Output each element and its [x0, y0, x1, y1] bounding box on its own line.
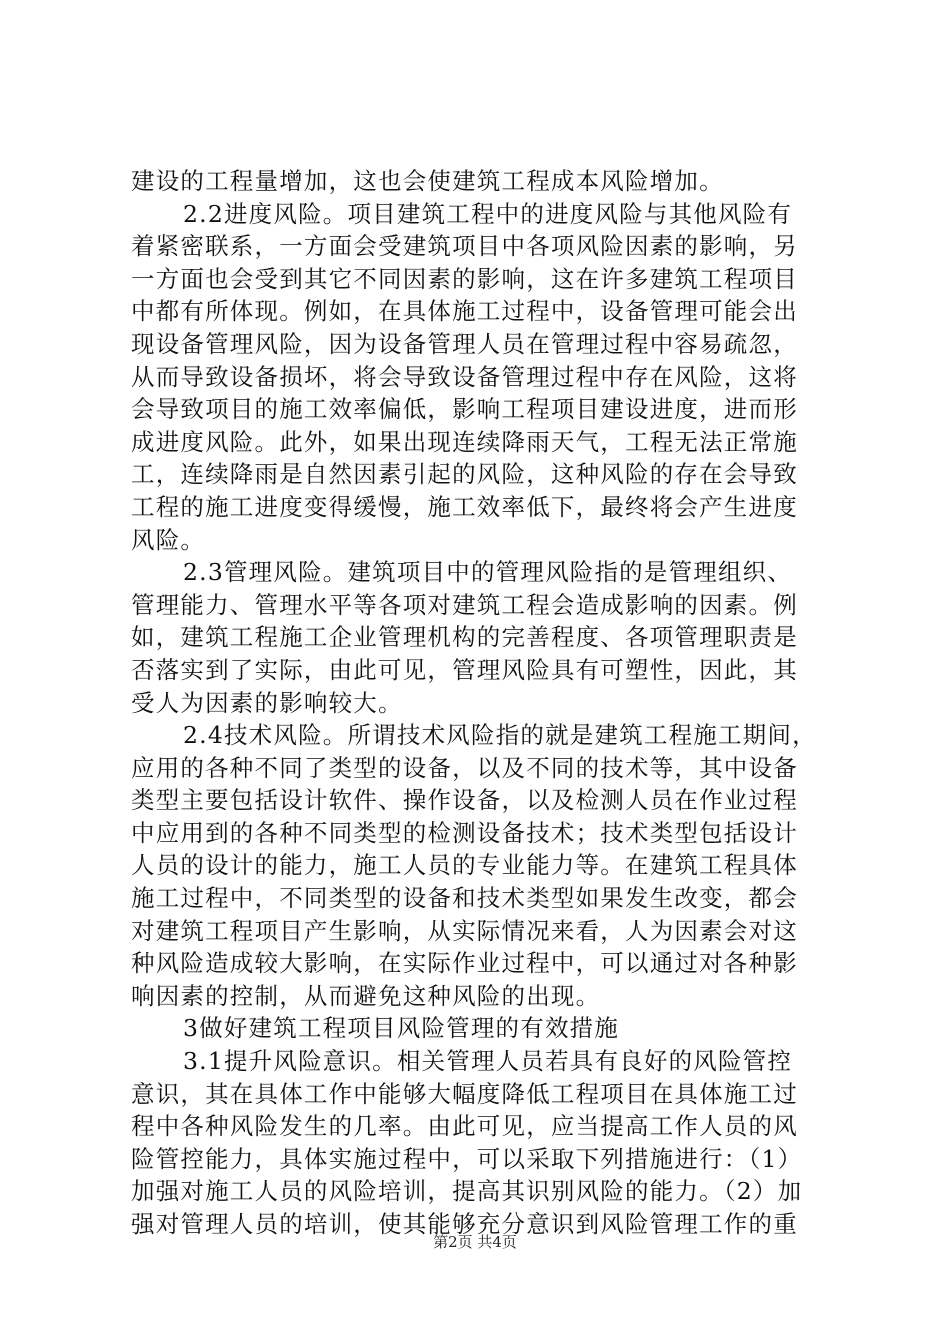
text-line: 工，连续降雨是自然因素引起的风险，这种风险的存在会导致	[131, 460, 798, 489]
text-line: 2.4技术风险。所谓技术风险指的就是建筑工程施工期间，	[183, 721, 817, 750]
text-line: 风险。	[131, 525, 206, 554]
text-line: 种风险造成较大影响，在实际作业过程中，可以通过对各种影	[131, 949, 798, 978]
text-line: 工程的施工进度变得缓慢，施工效率低下，最终将会产生进度	[131, 492, 798, 521]
text-line: 中应用到的各种不同类型的检测设备技术；技术类型包括设计	[131, 818, 798, 847]
text-line: 中都有所体现。例如，在具体施工过程中，设备管理可能会出	[131, 297, 798, 326]
text-line: 会导致项目的施工效率偏低，影响工程项目建设进度，进而形	[131, 395, 798, 424]
text-line: 一方面也会受到其它不同因素的影响，这在许多建筑工程项目	[131, 264, 798, 293]
text-line: 着紧密联系，一方面会受建筑项目中各项风险因素的影响，另	[131, 232, 798, 261]
text-line: 程中各种风险发生的几率。由此可见，应当提高工作人员的风	[131, 1112, 798, 1141]
text-line: 强对管理人员的培训，使其能够充分意识到风险管理工作的重	[131, 1210, 798, 1238]
text-line: 否落实到了实际，由此可见，管理风险具有可塑性，因此，其	[131, 655, 798, 684]
text-line: 2.2进度风险。项目建筑工程中的进度风险与其他风险有	[183, 199, 793, 228]
text-line: 加强对施工人员的风险培训，提高其识别风险的能力。（2）加	[131, 1177, 803, 1206]
text-line: 险管控能力，具体实施过程中，可以采取下列措施进行：（1）	[131, 1144, 803, 1173]
text-line: 受人为因素的影响较大。	[131, 688, 403, 717]
text-line: 从而导致设备损坏，将会导致设备管理过程中存在风险，这将	[131, 362, 798, 391]
text-line: 3做好建筑工程项目风险管理的有效措施	[183, 1014, 620, 1043]
text-line: 类型主要包括设计软件、操作设备，以及检测人员在作业过程	[131, 786, 798, 815]
text-line: 管理能力、管理水平等各项对建筑工程会造成影响的因素。例	[131, 590, 798, 619]
text-line: 施工过程中，不同类型的设备和技术类型如果发生改变，都会	[131, 884, 798, 913]
text-line: 如，建筑工程施工企业管理机构的完善程度、各项管理职责是	[131, 623, 798, 652]
text-line: 对建筑工程项目产生影响，从实际情况来看，人为因素会对这	[131, 916, 798, 945]
text-line: 成进度风险。此外，如果出现连续降雨天气，工程无法正常施	[131, 427, 798, 456]
page-footer: 第2页 共4页	[433, 1233, 517, 1251]
text-line: 2.3管理风险。建筑项目中的管理风险指的是管理组织、	[183, 558, 793, 587]
text-line: 应用的各种不同了类型的设备，以及不同的技术等，其中设备	[131, 753, 798, 782]
text-line: 建设的工程量增加，这也会使建筑工程成本风险增加。	[131, 167, 724, 195]
text-line: 3.1提升风险意识。相关管理人员若具有良好的风险管控	[183, 1047, 793, 1076]
text-line: 人员的设计的能力，施工人员的专业能力等。在建筑工程具体	[131, 851, 798, 880]
text-line: 响因素的控制，从而避免这种风险的出现。	[131, 981, 601, 1010]
body-text	[131, 165, 841, 1241]
text-line: 意识，其在具体工作中能够大幅度降低工程项目在具体施工过	[131, 1079, 798, 1108]
text-line: 现设备管理风险，因为设备管理人员在管理过程中容易疏忽，	[131, 329, 798, 358]
